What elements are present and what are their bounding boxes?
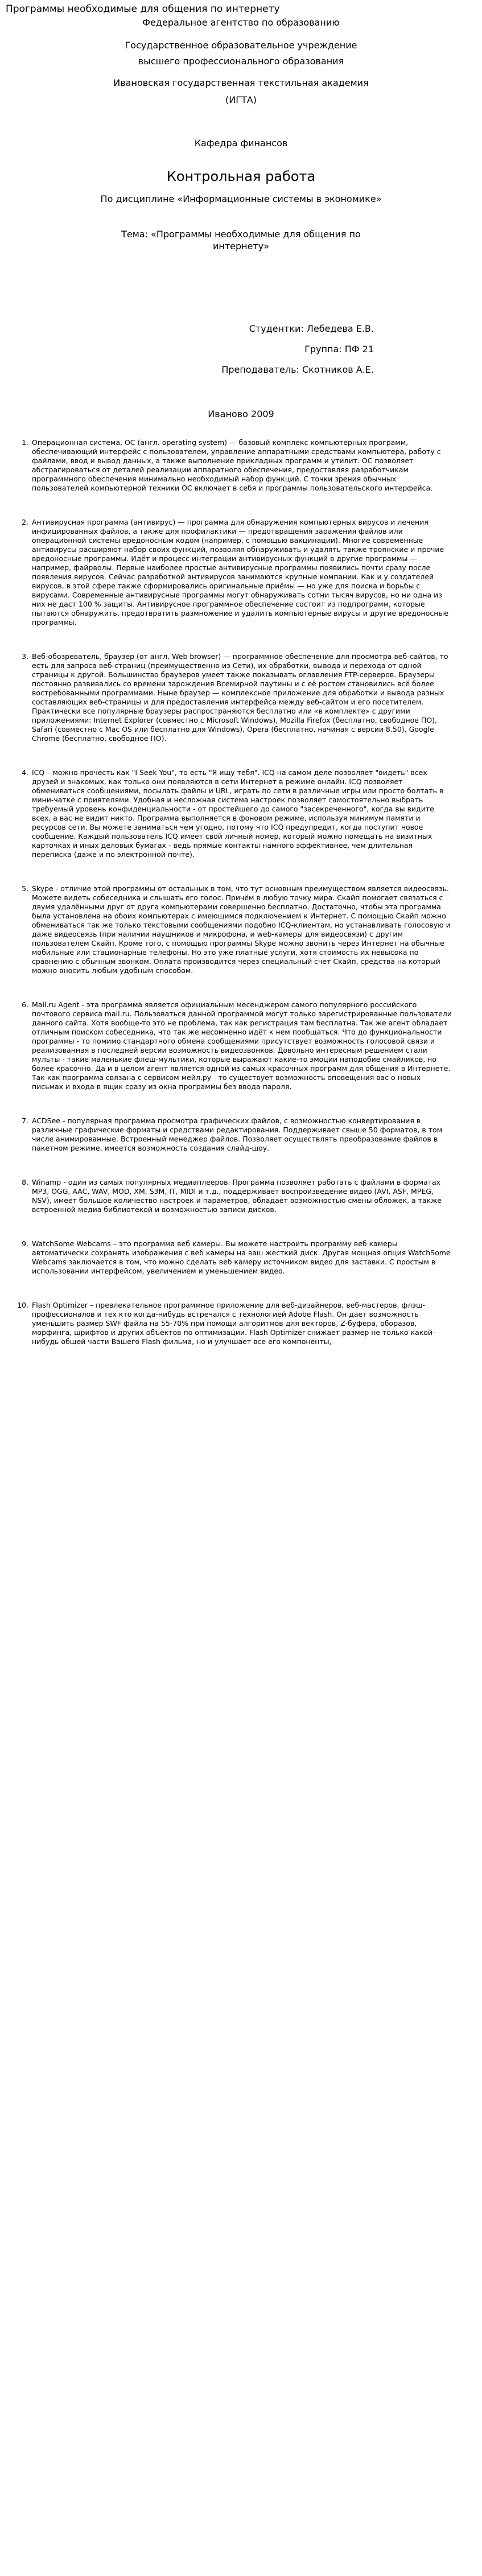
- work-title: Контрольная работа: [166, 168, 316, 184]
- item-text: Mail.ru Agent - эта программа является официальным месенджером самого популярного российского почтового сервиса mail.ru. Пользоваться данной программой могут только зарегистрированные пользователи данного сайта. Хотя вообще-то это не проблема, так как регистрация там бесплатна. Так же агент обладает отличным поиском собеседника, что так же несомненно идёт к нем пообщаться. Что до функциональности программы - то помимо стандартного обмена сообщениями присутствует возможность голосовой связи и реализованная в последней версии возможность видеозвонков. Довольно интересным решением стали мульты - такие маленькие флеш-мультики, которые выражают какие-то эмоции наподобие смайликов, но более красочно. Да и в целом агент является одной из самых красочных программ для общения в Интернете. Так как программа связана с сервисом мейл.ру - то существует возможность оповещения вас о новых письмах и входа в ящик сразу из окна программы без ввода пароля.: [32, 1000, 452, 1091]
- item-number: 1.: [22, 438, 28, 447]
- item-number: 9.: [22, 1239, 28, 1248]
- item-text: Flash Optimizer – превлекательное программное приложение для веб-дизайнеров, веб-мастеров, флэш-профессионалов и тех кто когда-нибудь встречался с технологией Adobe Flash. Он дает возможность уменьшить размер SWF файла на 55-70% при помощи алгоритмов для векторов, Z-буфера, оборазов, морфинга, шрифтов и других объектов по оптимизации. Flash Optimizer снижает размер не только какой-нибудь общей части Вашего Flash фильма, но и улучшает все его компоненты,: [32, 1301, 435, 1346]
- department: Кафедра финансов: [194, 138, 288, 149]
- item-text: ACDSee - популярная программа просмотра графических файлов, с возможностью конвертирования в различные графические форматы и средствами редактирования. Поддерживает свыше 50 форматов, в том числе анимированные. Встроенный менеджер файлов. Позволяет осуществлять преобразование файлов в пакетном режиме, имеется возможность создания слайд-шоу.: [32, 1116, 443, 1152]
- header-agency: Федеральное агентство по образованию: [142, 17, 340, 28]
- group: Группа: ПФ 21: [304, 344, 374, 355]
- discipline: По дисциплине «Информационные системы в экономике»: [100, 193, 382, 204]
- list-item: [22, 1178, 454, 1214]
- item-text: ICQ – можно прочесть как "I Seek You", то есть "Я ищу тебя". ICQ на самом деле позволяет "видеть" всех друзей и знакомых, как только они появляются в сети Интернет в режиме онлайн. ICQ позволяет обмениваться сообщениями, посылать файлы и URL, играть по сети в различные игры или просто болтать в мини-чатке с приятелями. Удобная и несложная система настроек позволяет самостоятельно выбрать требуемый уровень конфиденциальности - от простейшего до самого "засекреченного", когда вы видите всех, а вас не видит никто. Программа выполняется в фоновом режиме, используя минимум памяти и ресурсов сети. Вы можете заниматься чем угодно, потому что ICQ предупредит, когда поступит новое сообщение. Каждый пользователь ICQ имеет свой личный номер, который можно помещать на визитных карточках и иных деловых бумагах - ведь прямые контакты намного эффективнее, чем длительная переписка (даже и по электронной почте).: [32, 768, 444, 859]
- item-number: 4.: [22, 768, 28, 777]
- item-number: 6.: [22, 1000, 28, 1009]
- list-item: [22, 438, 454, 493]
- item-text: Операционная система, ОС (англ. operating system) — базовый комплекс компьютерных программ, обеспечивающий интерфейс с пользователем, управление аппаратными средствами компьютера, работу с файлами, ввод и вывод данных, а также выполнение прикладных программ и утилит. ОС позволяет абстрагироваться от деталей реализации аппаратного обеспечения, предоставляя разработчикам программного обеспечения минимально необходимый набор функций. С точки зрения обычных пользователей компьютерной техники ОС включает в себя и программы пользовательского интерфейса.: [32, 438, 441, 492]
- header-abbreviation: (ИГТА): [225, 94, 257, 105]
- header-institution-1: Государственное образовательное учреждение: [125, 40, 357, 51]
- item-number: 3.: [22, 652, 28, 661]
- city-year: Иваново 2009: [208, 409, 274, 419]
- topic-line-1: Тема: «Программы необходимые для общения по: [121, 229, 361, 240]
- item-text: Winamp - один из самых популярных медиаплееров. Программа позволяет работать с файлами в форматах MP3, OGG, AAC, WAV, MOD, XM, S3M, IT, MIDI и т.д., поддерживает воспроизведение видео (AVI, ASF, MPEG, NSV), имеет большое количество настроек и параметров, обладает возможностью смены обложек, а также встроенной медиа библиотекой и возможностью записи дисков.: [32, 1178, 442, 1214]
- list-item: [22, 1000, 454, 1091]
- topic-line-2: интернету»: [212, 241, 270, 252]
- item-text: Веб-обозреватель, браузер (от англ. Web browser) — программное обеспечение для просмотра веб-сайтов, то есть для запроса веб-страниц (преимущественно из Сети), их обработки, вывода и перехода от одной страницы к другой. Большинство браузеров умеет также показывать оглавления FTP-серверов. Браузеры постоянно развивались со времени зарождения Всемирной паутины и с её ростом становились всё более востребованными программами. Ныне браузер — комплексное приложение для обработки и вывода разных составляющих веб-страницы и для предоставления интерфейса между веб-сайтом и его посетителем. Практически все популярные браузеры распространяются бесплатно или «в комплекте» с другими приложениями: Internet Explorer (совместно с Microsoft Windows), Mozilla Firefox (бесплатно, свободное ПО), Safari (совместно с Mac OS или бесплатно для Windows), Opera (бесплатно, начиная с версии 8.50), Google Chrome (бесплатно, свободное ПО).: [32, 652, 448, 743]
- item-text: WatchSome Webcams – это программа веб камеры. Вы можете настроить программу веб камеры автоматически сохранять изображения с веб камеры на ваш жесткий диск. Другая мощная опция WatchSome Webcams заключается в том, что можно сделать веб камеру источником видео для заставки. С простым в использовании интерфейсом, увеличением и уменьшением видео.: [32, 1239, 451, 1275]
- header-institution-2: высшего профессионального образования: [138, 56, 344, 67]
- item-number: 5.: [22, 884, 28, 893]
- item-number: 8.: [22, 1178, 28, 1186]
- document-title: Программы необходимые для общения по интернету: [6, 3, 280, 15]
- item-text: Антивирусная программа (антивирус) — программа для обнаружения компьютерных вирусов и лечения инфицированных файлов, а также для профилактики — предотвращения заражения файлов или операционной системы вредоносным кодом (например, с помощью вакцинации). Многие современные антивирусы расширяют набор своих функций, позволяя обнаруживать и удалять также троянские и прочие вредоносные программы. Идёт и процесс интеграции антивирусных функций в другие программы — например, файрволы. Первые наиболее простые антивирусные программы появились почти сразу после появления вирусов. Сейчас разработкой антивирусов занимаются крупные компании. Как и у создателей вирусов, в этой сфере также сформировались оригинальные приёмы — но уже для поиска и борьбы с вирусами. Современные антивирусные программы могут обнаруживать сотни тысяч вирусов, но ни одна из них не даст 100 % защиты. Антивирусное программное обеспечение состоит из подпрограмм, которые пытаются обнаружить, предотвратить размножение и удалить компьютерные вирусы и другие вредоносные программы.: [32, 518, 448, 627]
- list-item: [22, 1239, 454, 1276]
- item-number: 2.: [22, 518, 28, 526]
- list-item: [22, 768, 454, 859]
- programs-list: [0, 438, 482, 1371]
- list-item: [22, 652, 454, 743]
- list-item: [22, 1116, 454, 1153]
- list-item: [22, 884, 454, 975]
- list-item: [22, 518, 454, 627]
- list-item: [17, 1301, 454, 1346]
- student-name: Студентки: Лебедева Е.В.: [249, 323, 374, 334]
- item-number: 7.: [22, 1116, 28, 1125]
- teacher-name: Преподаватель: Скотников А.Е.: [221, 364, 374, 375]
- item-text: Skype - отличие этой программы от остальных в том, что тут основным преимуществом является видеосвязь. Можете видеть собеседника и слышать его голос. Причём в любую точку мира. Скайп помогает связаться с двумя удалёнными друг от друга компьютерами совершенно бесплатно. Достаточно, чтобы эта программа была установлена на обоих компьютерах с имеющимся подключением к Интернет. С помощью Скайп можно обмениваться так же только текстовыми сообщениями подобно ICQ-клиентам, но устанавливать голосовую и даже видеосвязь (при наличии наушников и микрофона, и web-камеры для видеосвязи) с другим пользователем Скайп. Кроме того, с помощью программы Skype можно звонить через Интернет на обычные мобильные или стационарные телефоны. Но это уже платные услуги, хотя стоимость их невысока по сравнению с обычным звонком. Оплата производится через специальный счет Скайп, средства на который можно вносить любым удобным способом.: [32, 884, 451, 975]
- header-academy: Ивановская государственная текстильная академия: [113, 77, 369, 88]
- item-number: 10.: [17, 1301, 28, 1309]
